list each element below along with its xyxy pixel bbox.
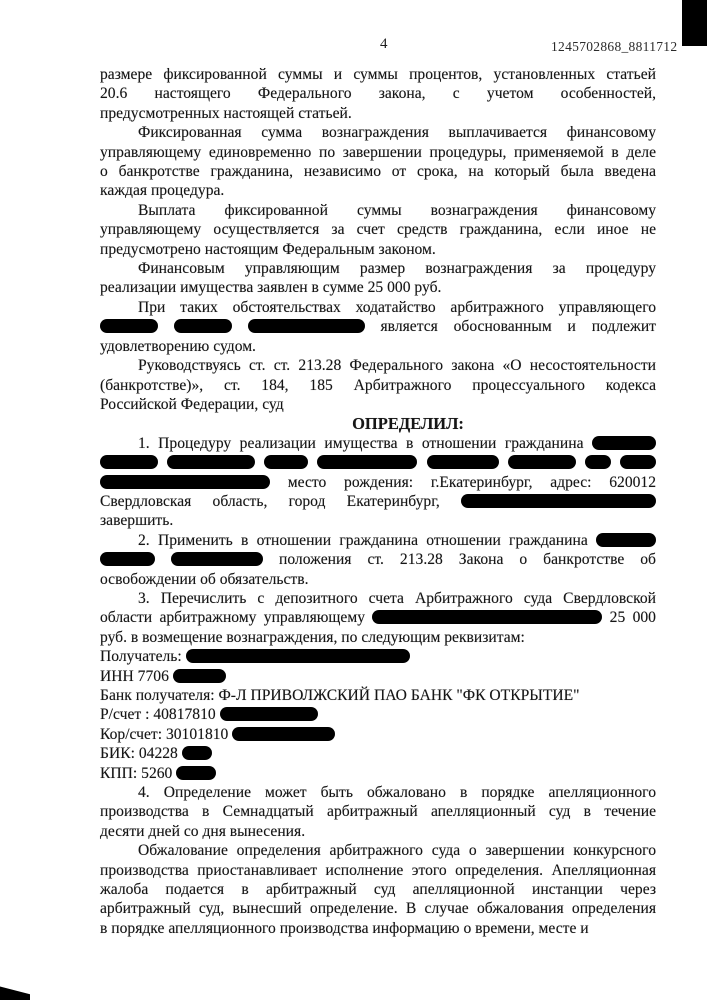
redaction-bar: [176, 766, 216, 780]
text-run: является обоснованным и подлежит: [380, 318, 656, 336]
document-line: [100, 783, 656, 802]
text-run: о банкротстве гражданина, независимо от срока, на который была введена: [100, 163, 656, 181]
document-line: [100, 764, 656, 783]
text-run: завершить.: [100, 512, 174, 530]
redaction-bar: [372, 610, 602, 624]
document-line: [100, 822, 656, 841]
redaction-bar: [461, 494, 656, 508]
document-line: [100, 395, 656, 414]
ruling-heading: [130, 414, 686, 433]
text-run: Банк получателя: Ф-Л ПРИВОЛЖСКИЙ ПАО БАНК "ФК ОТКРЫТИЕ": [100, 687, 580, 704]
text-run: предусмотренных настоящей статьей.: [100, 104, 352, 122]
redaction-bar: [186, 649, 410, 663]
document-line: [100, 65, 656, 84]
redaction-bar: [248, 319, 365, 333]
text-run: реализации имущества заявлен в сумме 25 000 руб.: [100, 279, 442, 297]
document-line: [100, 725, 656, 744]
text-run: 20.6 настоящего Федерального закона, с учетом особенностей,: [100, 85, 656, 103]
document-line: [100, 570, 656, 589]
text-run: Финансовым управляющим размер вознаграждения за процедуру: [138, 260, 656, 278]
document-line: [100, 298, 656, 317]
text-run: Р/счет : 40817810: [100, 706, 216, 724]
text-run: 25 000: [609, 609, 656, 627]
redaction-bar: [167, 455, 255, 469]
document-line: [100, 608, 656, 627]
text-run: Получатель:: [100, 648, 182, 666]
text-run: место рождения: г.Екатеринбург, адрес: 620012: [287, 473, 657, 491]
text-run: 3. Перечислить с депозитного счета Арбитражного суда Свердловской: [138, 589, 656, 607]
document-line: [100, 240, 656, 259]
document-line: [100, 492, 656, 511]
document-line: [100, 880, 656, 899]
text-run: управляющему осуществляется за счет средств гражданина, если иное не: [100, 221, 656, 239]
text-run: управляющему единовременно по завершении процедуры, применяемой в деле: [100, 143, 656, 161]
text-run: Свердловская область, город Екатеринбург,: [100, 492, 440, 510]
redaction-bar: [182, 746, 212, 760]
text-run: Выплата фиксированной суммы вознаграждения финансовому: [138, 201, 656, 219]
document-line: [100, 550, 656, 569]
document-line: [100, 337, 656, 356]
redaction-bar: [100, 455, 158, 469]
text-run: (банкротстве)», ст. 184, 185 Арбитражного процессуального кодекса: [100, 376, 656, 394]
text-run: ОПРЕДЕЛИЛ:: [352, 414, 464, 434]
document-line: [100, 744, 656, 763]
redaction-bar: [171, 552, 263, 566]
document-line: [100, 201, 656, 220]
document-line: [100, 705, 656, 724]
text-run: освобождении об обязательств.: [100, 570, 309, 588]
text-run: области арбитражному управляющему: [100, 609, 365, 627]
text-run: десяти дней со дня вынесения.: [100, 822, 306, 840]
text-run: Кор/счет: 30101810: [100, 725, 229, 743]
text-run: Российской Федерации, суд: [100, 395, 284, 413]
document-line: [100, 861, 656, 880]
text-run: Обжалование определения арбитражного суда о завершении конкурсного: [138, 842, 656, 860]
redaction-bar: [173, 669, 226, 683]
redaction-bar: [100, 552, 155, 566]
document-line: [100, 473, 656, 492]
page-number: 4: [380, 36, 388, 52]
document-line: [100, 686, 656, 705]
document-line: [100, 278, 656, 297]
document-line: [100, 667, 656, 686]
document-line: [100, 123, 656, 142]
document-line: [100, 531, 656, 550]
text-run: БИК: 04228: [100, 745, 178, 763]
text-run: удовлетворению судом.: [100, 337, 256, 355]
redaction-bar: [174, 319, 232, 333]
document-line: [100, 841, 656, 860]
document-line: [100, 181, 656, 200]
document-line: [100, 143, 656, 162]
text-run: Руководствуясь ст. ст. 213.28 Федерального закона «О несостоятельности: [138, 357, 656, 375]
text-run: КПП: 5260: [100, 764, 173, 782]
text-run: в порядке апелляционного производства информацию о времени, месте и: [100, 919, 589, 937]
redaction-bar: [232, 727, 335, 741]
redaction-bar: [592, 436, 656, 450]
text-run: производства в Семнадцатый арбитражный апелляционный суд в течение: [100, 803, 656, 821]
text-run: арбитражный суд, вынесший определение. В случае обжалования определения: [100, 900, 656, 918]
scan-artifact-top-right: [682, 0, 707, 46]
document-line: [100, 376, 656, 395]
document-line: [100, 589, 656, 608]
text-run: Фиксированная сумма вознаграждения выплачивается финансовому: [138, 124, 656, 142]
document-line: [100, 220, 656, 239]
document-body: [100, 65, 656, 938]
text-run: предусмотрено настоящим Федеральным законом.: [100, 240, 436, 258]
text-run: производства приостанавливает исполнение этого определения. Апелляционная: [100, 861, 656, 879]
text-run: каждая процедура.: [100, 182, 225, 200]
document-line: [100, 84, 656, 103]
redaction-bar: [620, 455, 656, 469]
text-run: 2. Применить в отношении гражданина отношении гражданина: [138, 531, 588, 549]
document-line: [100, 511, 656, 530]
redaction-bar: [508, 455, 576, 469]
document-line: [100, 356, 656, 375]
scan-artifact-bottom-left: [0, 985, 30, 1000]
document-line: [100, 899, 656, 918]
redaction-bar: [264, 455, 308, 469]
text-run: размере фиксированной суммы и суммы процентов, установленных статьей: [100, 66, 656, 83]
document-line: [100, 259, 656, 278]
document-id: 1245702868_8811712: [551, 39, 678, 54]
redaction-bar: [596, 533, 656, 547]
document-line: [100, 434, 656, 453]
text-run: ИНН 7706: [100, 667, 169, 685]
document-line: [100, 802, 656, 821]
text-run: 4. Определение может быть обжаловано в порядке апелляционного: [138, 784, 656, 802]
document-line: [100, 104, 656, 123]
document-line: [100, 647, 656, 666]
text-run: руб. в возмещение вознаграждения, по следующим реквизитам:: [100, 628, 525, 646]
text-run: При таких обстоятельствах ходатайство арбитражного управляющего: [138, 298, 656, 316]
document-line: [100, 453, 656, 472]
redaction-bar: [100, 475, 270, 489]
text-run: положения ст. 213.28 Закона о банкротстве об: [279, 551, 656, 569]
text-run: 1. Процедуру реализации имущества в отношении гражданина: [138, 434, 584, 452]
document-line: [100, 317, 656, 336]
document-line: [100, 628, 656, 647]
document-line: [100, 162, 656, 181]
redaction-bar: [317, 455, 417, 469]
document-line: [100, 919, 656, 938]
redaction-bar: [585, 455, 611, 469]
redaction-bar: [220, 707, 318, 721]
redaction-bar: [427, 455, 499, 469]
redaction-bar: [100, 319, 158, 333]
text-run: жалоба подается в арбитражный суд апелляционной инстанции через: [100, 881, 656, 899]
